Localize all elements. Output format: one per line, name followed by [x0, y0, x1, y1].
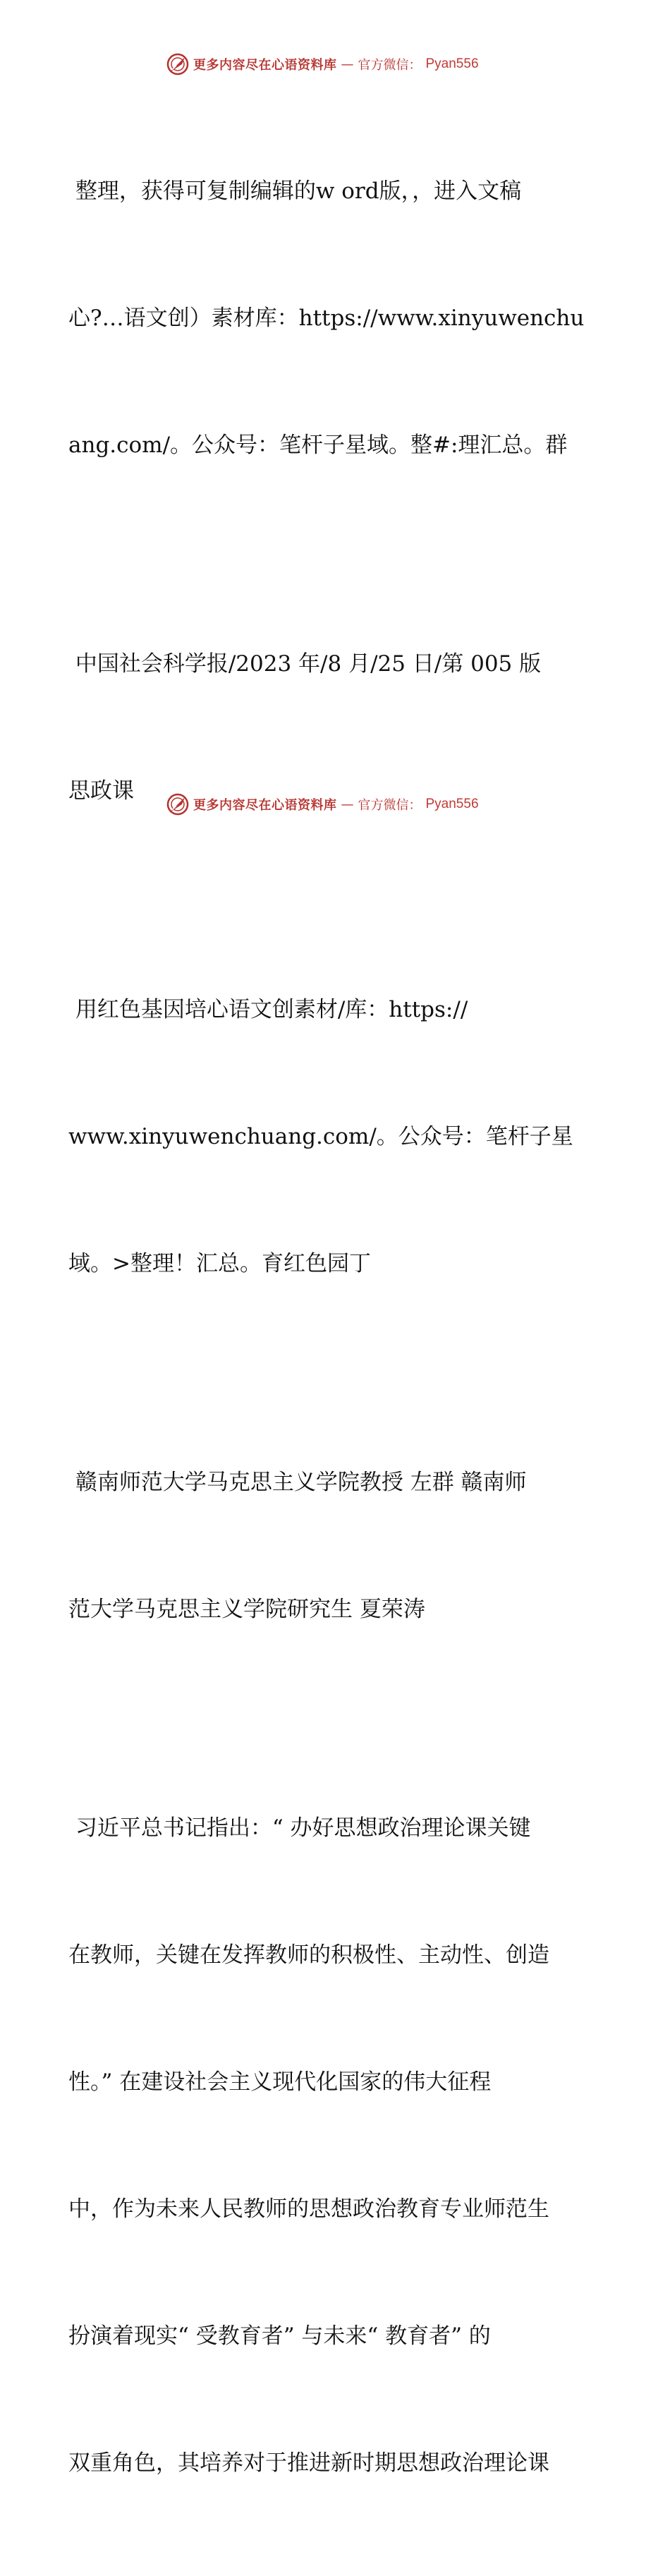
- watermark-main-text: 更多内容尽在心语资料库: [193, 798, 337, 813]
- text-line: 扮演着现实“ 受教育者” 与未来“ 教育者” 的: [68, 2323, 491, 2349]
- watermark-wechat-id: Pyan556: [425, 797, 479, 811]
- text-line: 范大学马克思主义学院研究生 夏荣涛: [68, 1597, 425, 1622]
- text-line: 双重角色，其培养对于推进新时期思想政治理论课: [68, 2450, 549, 2476]
- watermark-wechat-id: Pyan556: [425, 56, 479, 71]
- text-line: 在教师，关键在发挥教师的积极性、主动性、创造: [68, 1942, 549, 1968]
- text-line: 赣南师范大学马克思主义学院教授 左群 赣南师: [68, 1470, 527, 1495]
- watermark-separator: —: [341, 797, 354, 812]
- quill-logo-icon: [166, 793, 189, 816]
- text-line: 用红色基因培心语文创素材/库：https://: [68, 997, 468, 1022]
- text-line: 思政课: [68, 778, 134, 804]
- text-line: 心?…语文创）素材库：https://www.xinyuwenchu: [68, 306, 585, 331]
- text-line: 整理，获得可复制编辑的w ord版，，进入文稿: [68, 179, 522, 204]
- watermark-separator: —: [341, 56, 354, 72]
- text-line: 习近平总书记指出：“ 办好思想政治理论课关键: [68, 1815, 531, 1841]
- footer-watermark: [166, 792, 479, 816]
- text-line: 域。>整理！汇总。育红色园丁: [68, 1251, 371, 1276]
- quill-logo-icon: [166, 53, 189, 75]
- paragraph-source: [68, 558, 601, 897]
- paragraph-title: [68, 904, 601, 1369]
- paragraph-authors: [68, 1377, 601, 1715]
- watermark-main-text: 更多内容尽在心语资料库: [193, 58, 337, 73]
- watermark-wechat-label: 官方微信：: [358, 798, 422, 813]
- document-body: [68, 85, 601, 2576]
- text-line: ang.com/。公众号：笔杆子星域。整#:理汇总。群: [68, 433, 568, 458]
- text-line: 性。” 在建设社会主义现代化国家的伟大征程: [68, 2069, 492, 2095]
- paragraph-body: [68, 1722, 601, 2569]
- paragraph-intro: [68, 85, 601, 551]
- watermark-wechat-label: 官方微信：: [358, 58, 422, 73]
- text-line: 中国社会科学报/2023 年/8 月/25 日/第 005 版: [68, 651, 542, 677]
- text-line: 中，作为未来人民教师的思想政治教育专业师范生: [68, 2196, 549, 2222]
- header-watermark: [166, 52, 479, 76]
- text-line: www.xinyuwenchuang.com/。公众号：笔杆子星: [68, 1124, 573, 1149]
